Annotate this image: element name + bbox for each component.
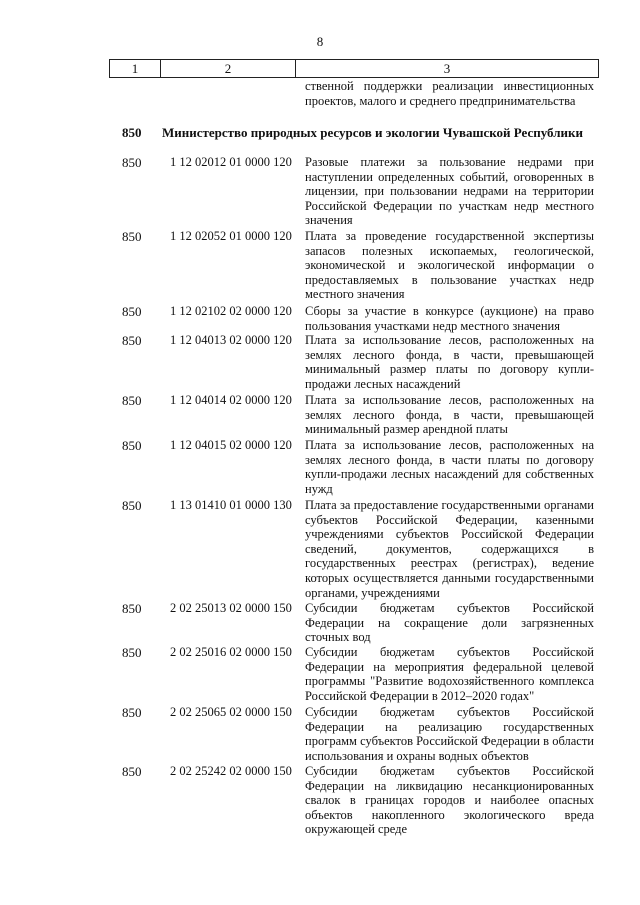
page-number: 8 bbox=[316, 34, 324, 49]
revenue-description: Плата за проведение государственной экспертизы запасов полезных ископаемых, геологической, экономической и экологической информации о предоставляемых в пользование участках недр местного значения bbox=[305, 229, 594, 302]
revenue-description: Субсидии бюджетам субъектов Российской Федерации на мероприятия федеральной целевой программы "Развитие водохозяйственного комплекса Российской Федерации в 2012–2020 годах" bbox=[305, 645, 594, 703]
admin-code: 850 bbox=[122, 764, 142, 779]
column-header-1: 1 bbox=[110, 60, 161, 78]
revenue-description: Субсидии бюджетам субъектов Российской Федерации на ликвидацию несанкционированных свалок в границах городов и наиболее опасных объектов накопленного экологического вреда окружающей среде bbox=[305, 764, 594, 837]
revenue-description: Разовые платежи за пользование недрами при наступлении определенных событий, оговоренных в лицензии, при пользовании недрами на территории Российской Федерации по участкам недр местного значения bbox=[305, 155, 594, 228]
revenue-description: Сборы за участие в конкурсе (аукционе) на право пользования участками недр местного значения bbox=[305, 304, 594, 333]
admin-code: 850 bbox=[122, 304, 142, 319]
ministry-code: 850 bbox=[122, 125, 142, 140]
budget-code: 1 13 01410 01 0000 130 bbox=[170, 498, 292, 512]
admin-code: 850 bbox=[122, 229, 142, 244]
budget-code: 2 02 25065 02 0000 150 bbox=[170, 705, 292, 719]
budget-code: 2 02 25016 02 0000 150 bbox=[170, 645, 292, 659]
admin-code: 850 bbox=[122, 155, 142, 170]
ministry-name: Министерство природных ресурсов и экологии Чувашской Республики bbox=[162, 125, 583, 140]
budget-code: 1 12 02052 01 0000 120 bbox=[170, 229, 292, 243]
column-header-3: 3 bbox=[296, 60, 599, 78]
budget-code: 1 12 04015 02 0000 120 bbox=[170, 438, 292, 452]
budget-code: 1 12 02102 02 0000 120 bbox=[170, 304, 292, 318]
budget-code: 1 12 02012 01 0000 120 bbox=[170, 155, 292, 169]
revenue-description: Субсидии бюджетам субъектов Российской Федерации на сокращение доли загрязненных сточных вод bbox=[305, 601, 594, 645]
admin-code: 850 bbox=[122, 601, 142, 616]
budget-code: 2 02 25242 02 0000 150 bbox=[170, 764, 292, 778]
admin-code: 850 bbox=[122, 333, 142, 348]
column-header-table bbox=[109, 59, 599, 78]
admin-code: 850 bbox=[122, 498, 142, 513]
budget-code: 1 12 04013 02 0000 120 bbox=[170, 333, 292, 347]
column-header-row bbox=[110, 60, 599, 78]
column-header-2: 2 bbox=[161, 60, 296, 78]
budget-code: 2 02 25013 02 0000 150 bbox=[170, 601, 292, 615]
revenue-description: Плата за предоставление государственными органами субъектов Российской Федерации, казенными учреждениями субъектов Российской Федерации сведений, документов, содержащихся в государственных реестрах (регистрах), ведение которых осуществляется данными государственными органами, учреждениями bbox=[305, 498, 594, 600]
admin-code: 850 bbox=[122, 438, 142, 453]
revenue-description: Плата за использование лесов, расположенных на землях лесного фонда, в части платы по договору купли-продажи лесных насаждений для собственных нужд bbox=[305, 438, 594, 496]
admin-code: 850 bbox=[122, 645, 142, 660]
admin-code: 850 bbox=[122, 705, 142, 720]
revenue-description: Плата за использование лесов, расположенных на землях лесного фонда, в части, превышающей минимальный размер арендной платы bbox=[305, 393, 594, 437]
continuation-text: ственной поддержки реализации инвестиционных проектов, малого и среднего предпринимательства bbox=[305, 79, 594, 108]
admin-code: 850 bbox=[122, 393, 142, 408]
revenue-description: Субсидии бюджетам субъектов Российской Федерации на реализацию государственных программ субъектов Российской Федерации в области использования и охраны водных объектов bbox=[305, 705, 594, 763]
revenue-description: Плата за использование лесов, расположенных на землях лесного фонда, в части, превышающей минимальный размер платы по договору купли-продажи лесных насаждений bbox=[305, 333, 594, 391]
budget-code: 1 12 04014 02 0000 120 bbox=[170, 393, 292, 407]
